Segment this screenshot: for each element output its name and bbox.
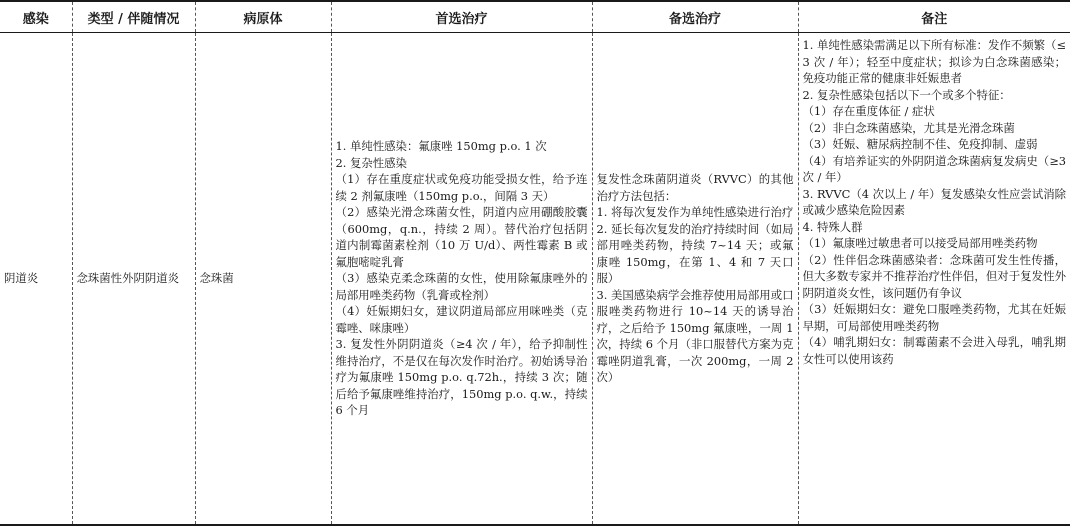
- notes-item: 4. 特殊人群: [802, 219, 863, 234]
- notes-item: （2）性伴侣念珠菌感染者：念珠菌可发生性传播，但大多数专家并不推荐治疗性伴侣，但对于复发性外阴阴道炎女性，该问题仍有争议: [802, 252, 1066, 300]
- notes-item: （1）氟康唑过敏患者可以接受局部用唑类药物: [802, 236, 1038, 250]
- notes-item: （1）存在重度体征 / 症状: [802, 104, 935, 118]
- table-body: [0, 33, 1070, 526]
- first-line-item: 1. 单纯性感染：氟康唑 150mg p.o. 1 次: [335, 139, 547, 154]
- notes-item: （3）妊娠、糖尿病控制不佳、免疫抑制、虚弱: [802, 137, 1038, 151]
- cell-pathogen: 念珠菌: [195, 33, 331, 526]
- header-first-line-treatment: 首选治疗: [331, 1, 592, 33]
- table-row: [0, 33, 1070, 526]
- alternative-item: 2. 延长每次复发的治疗持续时间（如局部用唑类药物，持续 7~14 天；或氟康唑 150mg，在第 1、4 和 7 天口服）: [596, 221, 794, 286]
- notes-item: 2. 复杂性感染包括以下一个或多个特征：: [802, 87, 1011, 102]
- alternative-item: 1. 将每次复发作为单纯性感染进行治疗: [596, 205, 794, 220]
- notes-item: 1. 单纯性感染需满足以下所有标准：发作不频繁（≤3 次 / 年）；轻至中度症状；拟诊为白念珠菌感染；免疫功能正常的健康非妊娠患者: [802, 38, 1066, 85]
- first-line-item: （2）感染光滑念珠菌女性，阴道内应用硼酸胶囊（600mg，q.n.，持续 2 周）。替代治疗包括阴道内制霉菌素栓剂（10 万 U/d）、两性霉素 B 或氟胞嘧啶乳膏: [335, 205, 588, 269]
- first-line-item: 3. 复发性外阴阴道炎（≥4 次 / 年），给予抑制性维持治疗，不是仅在每次发作时治疗。初始诱导治疗为氟康唑 150mg p.o. q.72h.，持续 3 次；随后给予氟康唑维持治疗，150mg p.o. q.w.，持续 6 个月: [335, 337, 588, 418]
- header-pathogen: 病原体: [195, 1, 331, 33]
- cell-first-line-treatment: [331, 33, 592, 526]
- cell-notes: [798, 33, 1070, 526]
- alternative-item: 复发性念珠菌阴道炎（RVVC）的其他治疗方法包括：: [596, 172, 794, 203]
- cell-type: 念珠菌性外阴阴道炎: [72, 33, 195, 526]
- first-line-item: （1）存在重度症状或免疫功能受损女性，给予连续 2 剂氟康唑（150mg p.o.，间隔 3 天）: [335, 172, 588, 203]
- first-line-item: （3）感染克柔念珠菌的女性，使用除氟康唑外的局部用唑类药物（乳膏或栓剂）: [335, 271, 588, 302]
- cell-infection: 阴道炎: [4, 271, 39, 286]
- notes-item: （4）有培养证实的外阴阴道念珠菌病复发病史（≥3 次 / 年）: [802, 153, 1066, 184]
- header-infection: 感染: [0, 1, 72, 33]
- alternative-item: 3. 美国感染病学会推荐使用局部用或口服唑类药物进行 10~14 天的诱导治疗，之后给予 150mg 氟康唑，一周 1 次，持续 6 个月（非口服替代方案为克霉唑阴道乳膏，一次 200mg，一周 2 次）: [596, 287, 794, 385]
- table-header: [0, 1, 1070, 33]
- first-line-item: （4）妊娠期妇女，建议阴道局部应用咪唑类（克霉唑、咪康唑）: [335, 304, 588, 335]
- notes-item: （4）哺乳期妇女：制霉菌素不会进入母乳，哺乳期女性可以使用该药: [802, 335, 1066, 366]
- notes-item: （2）非白念珠菌感染，尤其是光滑念珠菌: [802, 120, 1015, 135]
- first-line-item: 2. 复杂性感染: [335, 155, 407, 170]
- cell-alternative-treatment: [592, 33, 798, 526]
- notes-item: （3）妊娠期妇女：避免口服唑类药物，尤其在妊娠早期，可局部使用唑类药物: [802, 302, 1066, 333]
- header-alternative-treatment: 备选治疗: [592, 1, 798, 33]
- header-row: [0, 1, 1070, 33]
- header-type: 类型 / 伴随情况: [72, 1, 195, 33]
- notes-item: 3. RVVC（4 次以上 / 年）复发感染女性应尝试消除或减少感染危险因素: [802, 186, 1066, 217]
- header-notes: 备注: [798, 1, 1070, 33]
